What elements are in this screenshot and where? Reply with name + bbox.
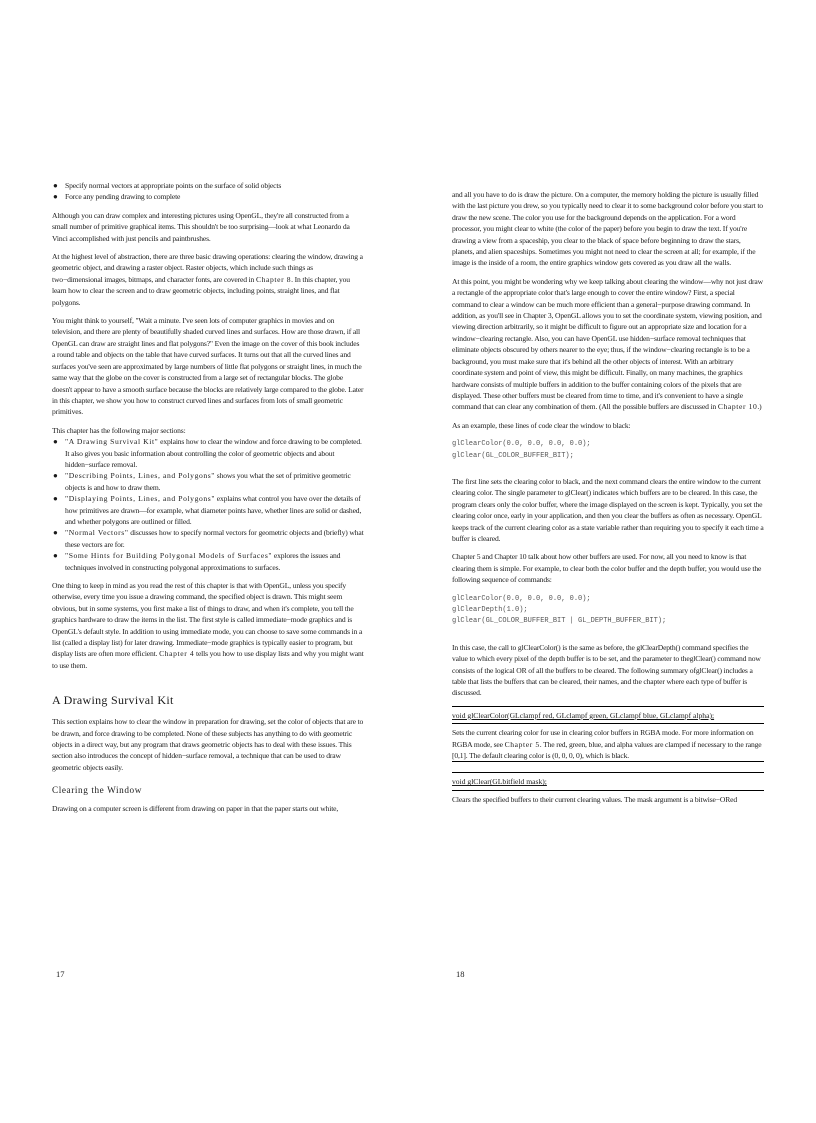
list-item: ● Force any pending drawing to complete	[53, 192, 181, 202]
function-description: Sets the current clearing color for use in clearing color buffers in RGBA mode. For more information on RGBA mode, see Chapter 5. The red, green, blue, and alpha values are clamped if necessary to the range [0,1]. The default clearing color is (0, 0, 0, 0), which is black.	[452, 723, 764, 761]
paragraph: Drawing on a computer screen is different from drawing on paper in that the paper starts out white,	[52, 804, 339, 814]
paragraph: This section explains how to clear the window in preparation for drawing, set the color of objects that are to be drawn, and force drawing to be completed. None of these subjects has anything to do with geometric objects in a direct way, but any program that draws geometric objects has to deal with these issues. This section also introduces the concept of hidden−surface removal, a technique that can be used to draw geometric objects easily.	[52, 717, 364, 772]
code-line: glClearColor(0.0, 0.0, 0.0, 0.0);	[452, 440, 591, 449]
list-item: ● "Normal Vectors" discusses how to specify normal vectors for geometric objects and (briefly) what these vectors are for.	[53, 528, 364, 549]
code-line: glClear(GL_COLOR_BUFFER_BIT | GL_DEPTH_BUFFER_BIT);	[452, 617, 667, 626]
paragraph: and all you have to do is draw the picture. On a computer, the memory holding the picture is usually filled with the last picture you drew, so you typically need to clear it to some background color before you start to draw the new scene. The color you use for the background depends on the application. For a word processor, you might clear to white (the color of the paper) before you begin to draw the text. If you're drawing a view from a spaceship, you clear to the black of space before beginning to draw the stars, planets, and alien spaceships. Sometimes you might not need to clear the screen at all; for example, if the image is the inside of a room, the entire graphics window gets covered as you draw all the walls.	[452, 190, 763, 268]
page-number: 18	[456, 969, 465, 979]
function-prototype-glclearcolor	[452, 706, 764, 762]
section-link[interactable]: "A Drawing Survival Kit"	[65, 437, 159, 447]
right-page	[452, 0, 764, 1123]
chapter-link[interactable]: Chapter 10	[717, 402, 758, 412]
bullet-icon: ●	[53, 494, 58, 504]
bullet-list-top	[52, 180, 364, 203]
section-heading: A Drawing Survival Kit	[52, 693, 174, 708]
bullet-icon: ●	[53, 192, 58, 202]
paragraph: Although you can draw complex and interesting pictures using OpenGL, they're all constructed from a small number of primitive graphical items. This shouldn't be too surprising—look at what Leonardo da Vinci accomplished with just pencils and paintbrushes.	[52, 210, 350, 243]
paragraph: The first line sets the clearing color to black, and the next command clears the entire window to the current clearing color. The single parameter to glClear() indicates which buffers are to be cleared. In this case, the program clears only the color buffer, where the image displayed on the screen is kept. Typically, you set the clearing color once, early in your application, and then you clear the buffers as often as necessary. OpenGL keeps track of the current clearing color as a state variable rather than requiring you to specify it each time a buffer is cleared.	[452, 476, 764, 543]
function-prototype-glclear	[452, 772, 764, 805]
paragraph: As an example, these lines of code clear the window to black:	[452, 420, 631, 430]
paragraph: Chapter 5 and Chapter 10 talk about how other buffers are used. For now, all you need to know is that clearing them is simple. For example, to clear both the color buffer and the depth buffer, you would use the following sequence of commands:	[452, 552, 762, 585]
list-item: ● Specify normal vectors at appropriate points on the surface of solid objects	[53, 181, 282, 190]
code-block	[452, 439, 764, 462]
chapter-link[interactable]: Chapter 4	[159, 649, 195, 659]
bullet-icon: ●	[53, 437, 58, 447]
divider	[452, 761, 764, 762]
list-item: ● "A Drawing Survival Kit" explains how to clear the window and force drawing to be completed. It also gives you basic information about controlling the color of geometric objects and about hidden−surface removal.	[53, 437, 362, 469]
function-signature: void glClear(GLbitfield mask);	[452, 777, 547, 787]
page-number: 17	[56, 969, 65, 979]
paragraph: You might think to yourself, "Wait a minute. I've seen lots of computer graphics in movies and on television, and there are plenty of beautifully shaded curved lines and surfaces. How are those drawn, if all OpenGL can draw are straight lines and flat polygons?" Even the image on the cover of this book includes a round table and objects on the table that have curved surfaces. It turns out that all the curved lines and surfaces you've seen are approximated by large numbers of little flat polygons or straight lines, in much the same way that the globe on the cover is constructed from a large set of rectangular blocks. The globe doesn't appear to have a smooth surface because the blocks are relatively large compared to the globe. Later in this chapter, we show you how to construct curved lines and surfaces from lots of small geometric primitives.	[52, 316, 364, 417]
section-link[interactable]: "Normal Vectors"	[65, 528, 129, 538]
paragraph: One thing to keep in mind as you read the rest of this chapter is that with OpenGL, unless you specify otherwise, every time you issue a drawing command, the specified object is drawn. This might seem obvious, but in some systems, you first make a list of things to draw, and when it's complete, you tell the graphics hardware to draw the items in the list. The first style is called immediate−mode graphics and is OpenGL's default style. In addition to using immediate mode, you can choose to save some commands in a list (called a display list) for later drawing. Immediate−mode graphics is typically easier to program, but display lists are often more efficient. Chapter 4 tells you how to use display lists and why you might want to use them.	[52, 581, 364, 670]
function-description: Clears the specified buffers to their current clearing values. The mask argument is a bitwise−ORed	[452, 790, 764, 805]
code-line: glClearDepth(1.0);	[452, 606, 528, 614]
section-link[interactable]: "Describing Points, Lines, and Polygons"	[65, 471, 216, 481]
sections-list	[52, 436, 364, 573]
list-item: ● "Describing Points, Lines, and Polygons" shows you what the set of primitive geometric objects is and how to draw them.	[53, 471, 351, 492]
list-item: ● "Displaying Points, Lines, and Polygons" explains what control you have over the details of how primitives are drawn—for example, what diameter points have, whether lines are solid or dashed, and whether polygons are outlined or filled.	[53, 494, 362, 526]
bullet-icon: ●	[53, 551, 58, 561]
right-column	[452, 189, 764, 805]
chapter-link[interactable]: Chapter 8	[255, 274, 292, 284]
bullet-icon: ●	[53, 528, 58, 538]
paragraph: In this case, the call to glClearColor() is the same as before, the glClearDepth() command specifies the value to which every pixel of the depth buffer is to be set, and the parameter to theglClear() command now consists of the logical OR of all the buffers to be cleared. The following summary ofglClear() includes a table that lists the buffers that can be cleared, their names, and the chapter where each type of buffer is discussed.	[452, 642, 761, 698]
section-link[interactable]: "Displaying Points, Lines, and Polygons"	[65, 494, 216, 504]
bullet-icon: ●	[53, 471, 58, 481]
code-line: glClear(GL_COLOR_BUFFER_BIT);	[452, 451, 574, 460]
paragraph: At the highest level of abstraction, there are three basic drawing operations: clearing the window, drawing a geometric object, and drawing a raster object. Raster objects, which include such things as two−dimensional images, bitmaps, and character fonts, are covered in Chapter 8. In this chapter, you learn how to clear the screen and to draw geometric objects, including points, straight lines, and flat polygons.	[52, 252, 363, 307]
subsection-heading: Clearing the Window	[52, 785, 142, 796]
bullet-icon: ●	[53, 181, 58, 190]
left-page	[52, 0, 364, 1123]
paragraph: This chapter has the following major sections:	[52, 425, 186, 435]
function-signature: void glClearColor(GLclampf red, GLclampf green, GLclampf blue, GLclampf alpha);	[452, 710, 715, 720]
chapter-link[interactable]: Chapter 3	[523, 311, 552, 321]
code-block	[452, 594, 764, 628]
left-column	[52, 180, 364, 822]
paragraph: At this point, you might be wondering why we keep talking about clearing the window—why not just draw a rectangle of the appropriate color that's large enough to cover the entire window? First, a special command to clear a window can be much more efficient than a general−purpose drawing command. In addition, as you'll see in Chapter 3, OpenGL allows you to set the coordinate system, viewing position, and viewing direction arbitrarily, so it might be difficult to figure out an appropriate size and location for a window−clearing rectangle. Also, you can have OpenGL use hidden−surface removal techniques that eliminate objects obscured by others nearer to the eye; thus, if the window−clearing rectangle is to be a background, you must make sure that it's behind all the other objects of interest. With an arbitrary coordinate system and point of view, this might be difficult. Finally, on many machines, the graphics hardware consists of multiple buffers in addition to the buffer containing colors of the pixels that are displayed. These other buffers must be cleared from time to time, and it's convenient to have a single command that can clear any combination of them. (All the possible buffers are discussed in Chapter 10.)	[452, 276, 763, 412]
chapter-link[interactable]: Chapter 5	[504, 739, 540, 749]
section-link[interactable]: "Some Hints for Building Polygonal Models of Surfaces"	[65, 551, 273, 561]
list-item: ● "Some Hints for Building Polygonal Models of Surfaces" explores the issues and techniques involved in constructing polygonal approximations to surfaces.	[53, 551, 341, 572]
code-line: glClearColor(0.0, 0.0, 0.0, 0.0);	[452, 594, 591, 603]
